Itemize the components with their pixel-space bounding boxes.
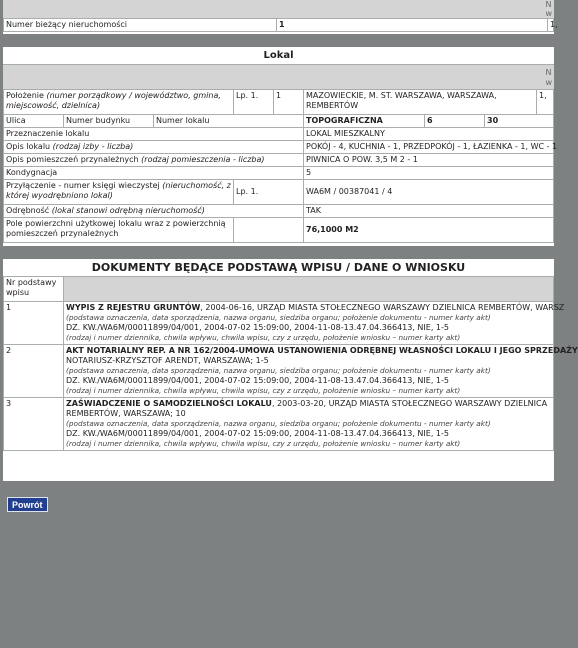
polozenie-lp: Lp. 1. — [234, 90, 274, 115]
numer-biezacy-value: 1 — [277, 19, 548, 32]
polozenie-num: 1 — [274, 90, 304, 115]
numer-budynku-label: Numer budynku — [64, 115, 154, 128]
numer-lokalu-label: Numer lokalu — [154, 115, 304, 128]
dokumenty-title: DOKUMENTY BĘDĄCE PODSTAWĄ WPISU / DANE O WNIOSKU — [91, 261, 466, 274]
ulica-label: Ulica — [4, 115, 64, 128]
document-row-1: 1 WYPIS Z REJESTRU GRUNTÓW, 2004-06-16, URZĄD MIASTA STOŁECZNEGO WARSZAWY DZIELNICA REMBERTÓW, WARSZ (podstawa oznaczenia, data sporządzenia, nazwa organu, siedziba organu; położenie dokumentu - numer karty akt) DZ. KW./WA6M/00011899/04/001, 2004-07-02 15:09:00, 2004-11-08-13.47.04.366413, NIE, 1-5 (rodzaj i numer dziennika, chwila wpływu, chwila wpisu, czy z urzędu, położenie wniosku – numer karty akt) — [4, 302, 554, 345]
topograficzna: TOPOGRAFICZNA — [304, 115, 425, 128]
pole-powierzchni-value: 76,1000 M2 — [304, 218, 554, 243]
pomieszczenia-value: PIWNICA O POW. 3,5 M 2 - 1 — [304, 154, 554, 167]
numer-biezacy-label: Numer bieżący nieruchomości — [4, 19, 277, 32]
opis-lokalu-label: Opis lokalu (rodzaj izby - liczba) — [4, 141, 304, 154]
polozenie-value: MAZOWIECKIE, M. ST. WARSZAWA, WARSZAWA, REMBERTÓW — [304, 90, 537, 115]
top-section: N w Numer bieżący nieruchomości 1 1, — [3, 0, 554, 34]
dokumenty-table — [3, 276, 578, 451]
edge-value: 1, — [548, 19, 554, 32]
przylaczenie-label: Przyłączenie - numer księgi wieczystej (nieruchomość, z której wyodrębniono lokal) — [4, 180, 234, 205]
document-row-2: 2 AKT NOTARIALNY REP. A NR 162/2004-UMOWA USTANOWIENIA ODRĘBNEJ WŁASNOŚCI LOKALU I JEGO SPRZEDAŻY NOTARIUSZ-KRZYSZTOF ARENDT, WARSZAWA; 1-5 (podstawa oznaczenia, data sporządzenia, nazwa organu, siedziba organu; położenie dokumentu - numer karty akt) DZ. KW./WA6M/00011899/04/001, 2004-07-02 15:09:00, 2004-11-08-13.47.04.366413, NIE, 1-5 (rodzaj i numer dziennika, chwila wpływu, chwila wpisu, czy z urzędu, położenie wniosku – numer karty akt) — [4, 345, 554, 398]
kondygnacja-label: Kondygnacja — [4, 167, 304, 180]
powrot-button[interactable]: Powrót — [7, 497, 48, 512]
lokal-title: Lokal — [3, 47, 554, 65]
opis-lokalu-value: POKÓJ - 4, KUCHNIA - 1, PRZEDPOKÓJ - 1, ŁAZIENKA - 1, WC - 1 — [304, 141, 554, 154]
kondygnacja-value: 5 — [304, 167, 554, 180]
pole-powierzchni-label: Pole powierzchni użytkowej lokalu wraz z powierzchnią pomieszczeń przynależnych — [4, 218, 234, 243]
przeznaczenie-value: LOKAL MIESZKALNY — [304, 128, 554, 141]
odrebnosc-label: Odrębność (lokal stanowi odrębną nieruchomość) — [4, 205, 304, 218]
lokal-table — [3, 89, 558, 243]
pomieszczenia-label: Opis pomieszczeń przynależnych (rodzaj pomieszczenia - liczba) — [4, 154, 304, 167]
odrebnosc-value: TAK — [304, 205, 554, 218]
topo-lokal: 30 — [485, 115, 554, 128]
lokal-section: Lokal N w Położenie (numer porządkowy / województwo, gmina, miejscowość, dzielnica) Lp. 1. 1 MAZOWIECKIE, M. ST. WARSZAWA, WARSZAWA, REMBERTÓW 1, Ulica Numer budynku Numer lokalu TOPOGRAFICZNA 6 30 Przeznaczenie lokalu LOKAL MIESZKALNY Opis lokalu (rodzaj izby - liczba) POKÓJ - 4, KUCHNIA - 1, PRZEDPOKÓJ - 1, ŁAZIENKA - 1, WC - 1 Opis pomieszczeń przynależnych (rodzaj pomieszczenia - liczba) PIWNICA O POW. 3,5 M 2 - 1 Kondygnacja 5 Przyłączenie - numer księgi wieczystej (nieruchomość, z której wyodrębniono lokal) Lp. 1. WA6M / 00387041 / 4 Odrębność (lokal stanowi odrębną nieruchomość) TAK Pole powierzchni użytkowej lokalu wraz z powierzchnią pomieszczeń przynależnych 76,1000 M2 — [3, 47, 554, 246]
topo-budynek: 6 — [425, 115, 485, 128]
przeznaczenie-label: Przeznaczenie lokalu — [4, 128, 304, 141]
przylaczenie-value: WA6M / 00387041 / 4 — [304, 180, 554, 205]
dokumenty-section — [3, 259, 578, 481]
polozenie-edge: 1, — [537, 90, 554, 115]
polozenie-label: Położenie (numer porządkowy / województwo, gmina, miejscowość, dzielnica) — [4, 90, 234, 115]
przylaczenie-lp: Lp. 1. — [234, 180, 304, 205]
document-row-3: 3 ZAŚWIADCZENIE O SAMODZIELNOŚCI LOKALU, 2003-03-20, URZĄD MIASTA STOŁECZNEGO WARSZAWY DZIELNICA REMBERTÓW, WARSZAWA; 10 (podstawa oznaczenia, data sporządzenia, nazwa organu, siedziba organu; położenie dokumentu - numer karty akt) DZ. KW./WA6M/00011899/04/001, 2004-07-02 15:09:00, 2004-11-08-13.47.04.366413, NIE, 1-5 (rodzaj i numer dziennika, chwila wpływu, chwila wpisu, czy z urzędu, położenie wniosku – numer karty akt) — [4, 398, 554, 451]
nr-podstawy-header: Nr podstawy wpisu — [4, 277, 64, 302]
